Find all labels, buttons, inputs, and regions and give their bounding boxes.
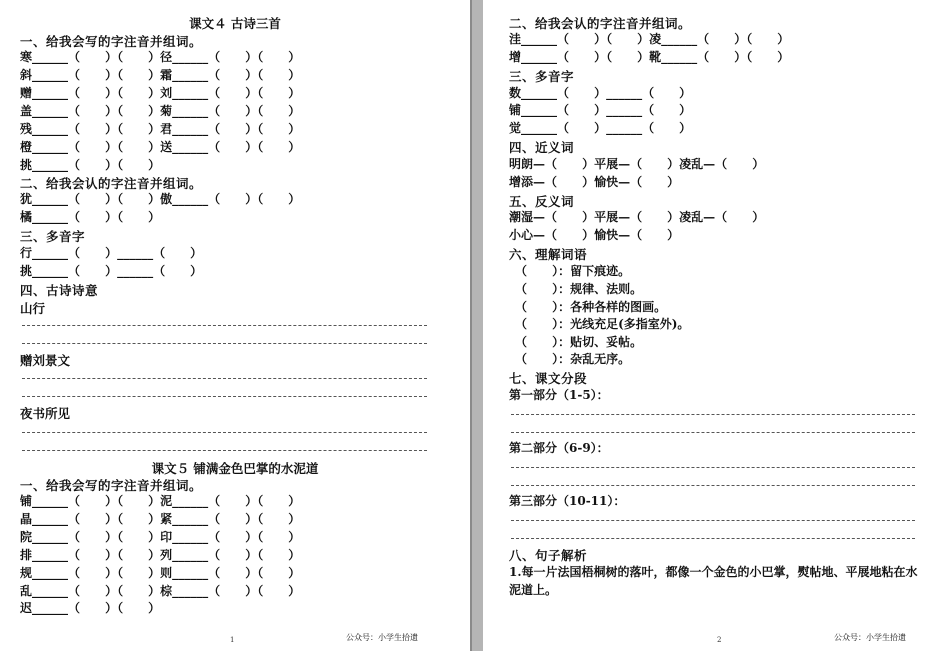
polyphone-row: 铺______（ ）______（ ） <box>509 103 692 117</box>
definition-row: （ ）：规律、法则。 <box>515 282 643 296</box>
definition-row: （ ）：各种各样的图画。 <box>515 300 667 314</box>
page-gutter <box>470 0 483 651</box>
char-row: 橙______（ ）（ ）送______（ ）（ ） <box>20 140 301 154</box>
char-row: 洼______（ ）（ ）凌______（ ）（ ） <box>509 32 790 46</box>
section-heading: 一、给我会写的字注音并组词。 <box>20 34 203 49</box>
answer-line <box>511 414 915 415</box>
definition-row: （ ）：杂乱无序。 <box>515 352 631 366</box>
poem-title: 赠刘景文 <box>20 353 71 368</box>
sentence-text: 1.每一片法国梧桐树的落叶，都像一个金色的小巴掌，熨帖地、平展地粘在水泥道上。 <box>509 565 918 597</box>
worksheet-page-2 <box>483 0 940 651</box>
char-row: 盖______（ ）（ ）菊______（ ）（ ） <box>20 104 301 118</box>
char-row: 迟______（ ）（ ） <box>20 601 161 615</box>
char-row: 犹______（ ）（ ）傲______（ ）（ ） <box>20 192 301 206</box>
page-footer: 公众号：小学生拾遗 <box>834 633 906 642</box>
answer-line <box>511 467 915 468</box>
answer-line <box>511 520 915 521</box>
definition-row: （ ）：留下痕迹。 <box>515 264 631 278</box>
paragraph-part: 第三部分（10-11）： <box>509 494 626 508</box>
section-heading: 四、古诗诗意 <box>20 283 99 298</box>
char-row: 铺______（ ）（ ）泥______（ ）（ ） <box>20 494 301 508</box>
char-row: 规______（ ）（ ）则______（ ）（ ） <box>20 566 301 580</box>
answer-line <box>22 378 427 379</box>
answer-line <box>22 343 427 344</box>
antonym-row: 潮湿—（ ）平展—（ ）凌乱—（ ） <box>509 210 765 224</box>
answer-line <box>22 325 427 326</box>
answer-line <box>511 485 915 486</box>
polyphone-row: 挑______（ ）______（ ） <box>20 264 203 278</box>
char-row: 赠______（ ）（ ）刘______（ ）（ ） <box>20 86 301 100</box>
lesson5-title: 课文５ 铺满金色巴掌的水泥道 <box>151 461 319 476</box>
definition-row: （ ）：贴切、妥帖。 <box>515 335 643 349</box>
answer-line <box>511 432 915 433</box>
lesson4-title: 课文４ 古诗三首 <box>189 16 281 31</box>
section-heading: 五、反义词 <box>509 194 575 209</box>
answer-line <box>22 396 427 397</box>
answer-line <box>22 432 427 433</box>
char-row: 残______（ ）（ ）君______（ ）（ ） <box>20 122 301 136</box>
synonym-row: 增添—（ ）愉快—（ ） <box>509 175 680 189</box>
poem-title: 夜书所见 <box>20 406 71 421</box>
page-number: 1 <box>230 636 235 644</box>
polyphone-row: 行______（ ）______（ ） <box>20 246 203 260</box>
section-heading: 二、给我会认的字注音并组词。 <box>509 16 692 31</box>
paragraph-part: 第一部分（1-5）： <box>509 388 609 402</box>
synonym-row: 明朗—（ ）平展—（ ）凌乱—（ ） <box>509 157 765 171</box>
char-row: 院______（ ）（ ）印______（ ）（ ） <box>20 530 301 544</box>
definition-row: （ ）：光线充足(多指室外)。 <box>515 317 690 331</box>
char-row: 斜______（ ）（ ）霜______（ ）（ ） <box>20 68 301 82</box>
char-row: 增______（ ）（ ）靴______（ ）（ ） <box>509 50 790 64</box>
section-heading: 六、理解词语 <box>509 247 588 262</box>
section-heading: 二、给我会认的字注音并组词。 <box>20 176 203 191</box>
char-row: 寒______（ ）（ ）径______（ ）（ ） <box>20 50 301 64</box>
answer-line <box>22 450 427 451</box>
paragraph-part: 第二部分（6-9）： <box>509 441 609 455</box>
section-heading: 四、近义词 <box>509 140 575 155</box>
polyphone-row: 数______（ ）______（ ） <box>509 86 692 100</box>
char-row: 橘______（ ）（ ） <box>20 210 161 224</box>
page-footer: 公众号：小学生拾遗 <box>346 633 418 642</box>
section-heading: 七、课文分段 <box>509 371 588 386</box>
section-heading: 一、给我会写的字注音并组词。 <box>20 478 203 493</box>
section-heading: 三、多音字 <box>509 69 575 84</box>
page-number: 2 <box>717 636 722 644</box>
poem-title: 山行 <box>20 301 46 316</box>
char-row: 乱______（ ）（ ）棕______（ ）（ ） <box>20 584 301 598</box>
answer-line <box>511 538 915 539</box>
section-heading: 三、多音字 <box>20 229 86 244</box>
antonym-row: 小心—（ ）愉快—（ ） <box>509 228 680 242</box>
char-row: 晶______（ ）（ ）紧______（ ）（ ） <box>20 512 301 526</box>
section-heading: 八、句子解析 <box>509 548 588 563</box>
char-row: 排______（ ）（ ）列______（ ）（ ） <box>20 548 301 562</box>
char-row: 挑______（ ）（ ） <box>20 158 161 172</box>
polyphone-row: 觉______（ ）______（ ） <box>509 121 692 135</box>
